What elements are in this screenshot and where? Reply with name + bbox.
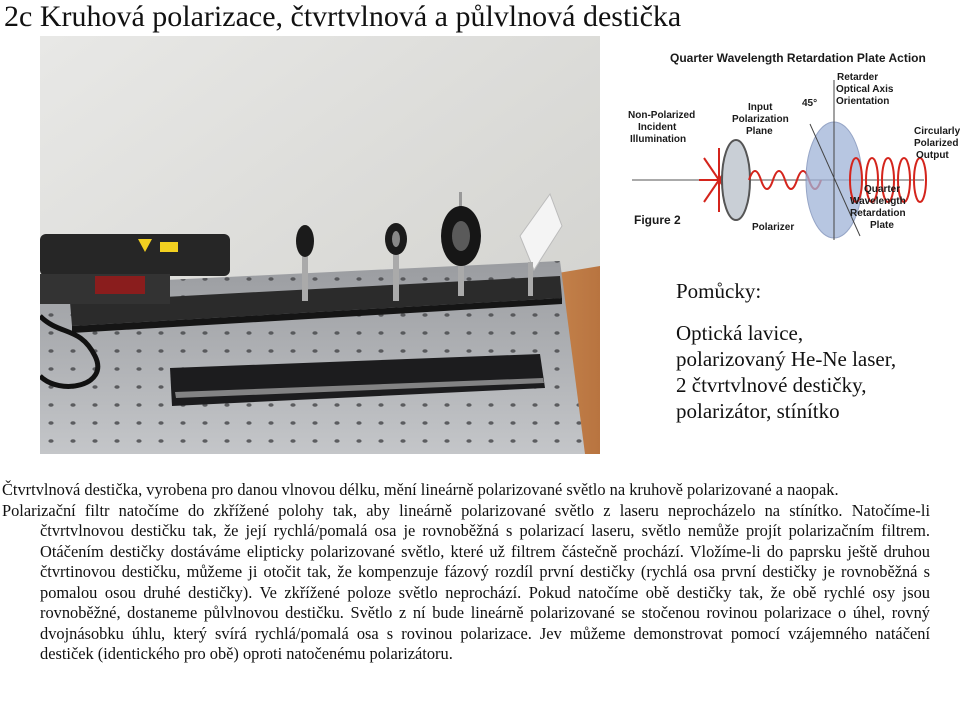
label-orientation: Orientation: [836, 96, 890, 107]
label-polarized: Polarized: [914, 138, 959, 149]
label-optical-axis: Optical Axis: [836, 84, 894, 95]
label-output: Output: [916, 150, 949, 161]
label-quarter: Quarter: [864, 184, 901, 195]
label-circularly: Circularly: [914, 126, 960, 137]
body-text: [2, 480, 930, 665]
label-incident: Incident: [638, 122, 677, 133]
optical-bench-photo: [40, 36, 600, 454]
label-non-polarized: Non-Polarized: [628, 110, 696, 121]
equipment-title: Pomůcky:: [676, 279, 762, 303]
paragraph-intro: Čtvrtvlnová destička, vyrobena pro danou vlnovou délku, mění lineárně polarizované světlo na kruhově polarizované a naopak.: [2, 480, 839, 499]
label-polarization: Polarization: [732, 114, 789, 125]
label-angle: 45°: [802, 98, 818, 109]
equipment-item: 2 čtvrtvlnové destičky,: [676, 373, 867, 397]
diagram-heading: Quarter Wavelength Retardation Plate Action: [670, 51, 926, 65]
equipment-item: Optická lavice,: [676, 321, 804, 345]
label-illumination: Illumination: [630, 134, 687, 145]
label-plate: Plate: [870, 220, 894, 231]
label-retardation: Retardation: [850, 208, 906, 219]
label-wavelength: Wavelength: [850, 196, 906, 207]
equipment-item: polarizovaný He-Ne laser,: [676, 347, 897, 371]
label-input: Input: [748, 102, 773, 113]
quarter-wave-plate-diagram: [624, 40, 960, 278]
label-polarizer: Polarizer: [752, 222, 795, 233]
equipment-list: [676, 278, 956, 424]
label-retarder: Retarder: [837, 72, 879, 83]
equipment-item: polarizátor, stínítko: [676, 399, 840, 423]
figure-label: Figure 2: [634, 213, 681, 227]
paragraph-procedure: Polarizační filtr natočíme do zkřížené polohy tak, aby lineárně polarizované světlo z laseru neprocházelo na stínítko. Natočíme-li čtvrtvlnovou destičku tak, že její rychlá/pomalá osa je rovnoběžná s polarizací laseru, světlo nemůže projít polarizačním filtrem. Otáčením destičky dostáváme elipticky polarizované světlo, které už filtrem částečně prochází. Vložíme-li do paprsku ještě druhou čtvrtinovou destičku, můžeme ji otočit tak, že kompenzuje fázový rozdíl první destičky (rychlá osa první destičky je rovnoběžná s pomalou osou druhé destičky). Ve zkřížené poloze světlo neprochází. Pokud natočíme obě destičky tak, že obě rychlé osy jsou rovnoběžné, dostaneme půlvlnovou destičku. Světlo z ní bude lineárně polarizované se stočenou rovinou polarizace o úhel, rovný dvojnásobku úhlu, který svírá rychlá/pomalá osa s rovinou polarizace. Jev můžeme demonstrovat pomocí vzájemného natáčení destiček (identického pro obě) oproti natočenému polarizátoru.: [2, 500, 930, 663]
label-plane: Plane: [746, 126, 773, 137]
page-title: 2c Kruhová polarizace, čtvrtvlnová a půlvlnová destička: [4, 0, 682, 33]
